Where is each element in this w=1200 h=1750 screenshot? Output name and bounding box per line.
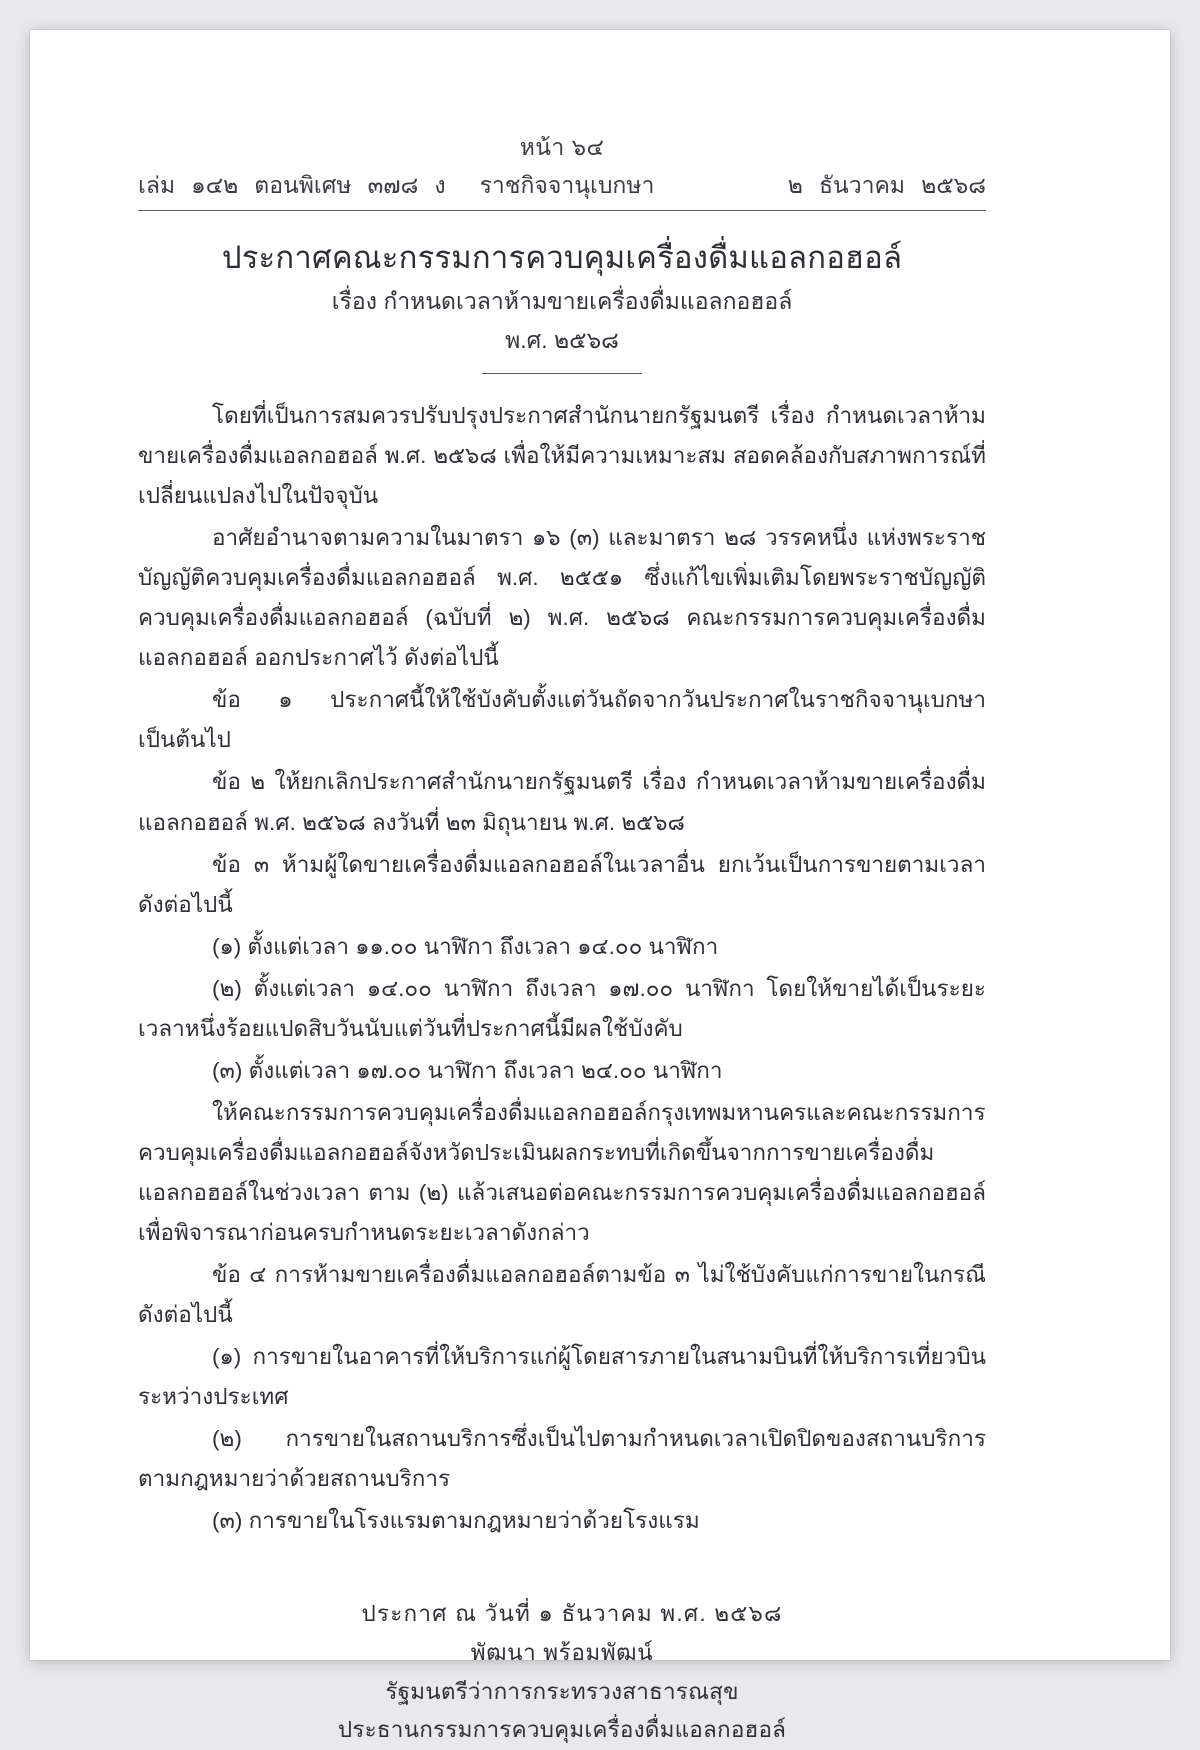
gazette-date-group: [788, 168, 986, 204]
gazette-name: ราชกิจจานุเบกษา: [479, 172, 655, 198]
signature-date: ประกาศ ณ วันที่ ๑ ธันวาคม พ.ศ. ๒๕๖๘: [361, 1601, 783, 1627]
clause-2-text: ข้อ ๒ ให้ยกเลิกประกาศสำนักนายกรัฐมนตรี เรื่อง กำหนดเวลาห้ามขายเครื่องดื่มแอลกอฮอล์ พ.ศ. ๒๕๖๘ ลงวันที่ ๒๓ มิถุนายน พ.ศ. ๒๕๖๘: [138, 769, 986, 835]
document-content: [138, 130, 986, 1750]
gazette-date-day: ๒: [787, 172, 803, 198]
document-page-wrapper: [30, 30, 1170, 1743]
gazette-section-class: ง: [434, 172, 446, 198]
document-page: [30, 30, 1170, 1743]
gazette-date-month: ธันวาคม: [818, 172, 906, 198]
gazette-header-row: [138, 168, 986, 210]
gazette-volume-number: ๑๔๒: [191, 172, 239, 198]
document-subtitle: เรื่อง กำหนดเวลาห้ามขายเครื่องดื่มแอลกอฮอล์: [331, 287, 793, 314]
clause-3-item-1: (๑) ตั้งแต่เวลา ๑๑.๐๐ นาฬิกา ถึงเวลา ๑๔.๐๐ นาฬิกา: [212, 933, 719, 959]
clause-3-item-3: (๓) ตั้งแต่เวลา ๑๗.๐๐ นาฬิกา ถึงเวลา ๒๔.๐๐ นาฬิกา: [212, 1057, 723, 1083]
signatory-role-minister: รัฐมนตรีว่าการกระทรวงสาธารณสุข: [385, 1678, 739, 1704]
clause-1-text: ข้อ ๑ ประกาศนี้ให้ใช้บังคับตั้งแต่วันถัดจากวันประกาศในราชกิจจานุเบกษาเป็นต้นไป: [138, 687, 986, 753]
document-title: ประกาศคณะกรรมการควบคุมเครื่องดื่มแอลกอฮอล์: [221, 240, 903, 275]
gazette-section-label: ตอนพิเศษ: [254, 172, 352, 198]
document-year: พ.ศ. ๒๕๖๘: [505, 327, 619, 354]
preamble-paragraph-1: โดยที่เป็นการสมควรปรับปรุงประกาศสำนักนายกรัฐมนตรี เรื่อง กำหนดเวลาห้ามขายเครื่องดื่มแอลกอฮอล์ พ.ศ. ๒๕๖๘ เพื่อให้มีความเหมาะสม สอดคล้องกับสภาพการณ์ที่เปลี่ยนแปลงไปในปัจจุบัน: [138, 403, 986, 509]
gazette-section-number: ๓๗๘: [367, 172, 419, 198]
title-divider: [482, 373, 642, 374]
clause-4-item-2: (๒) การขายในสถานบริการซึ่งเป็นไปตามกำหนดเวลาเปิดปิดของสถานบริการตามกฎหมายว่าด้วยสถานบริการ: [138, 1426, 986, 1492]
clause-4-item-1: (๑) การขายในอาคารที่ให้บริการแก่ผู้โดยสารภายในสนามบินที่ให้บริการเที่ยวบินระหว่างประเทศ: [138, 1344, 986, 1410]
signature-block: [138, 1595, 986, 1750]
gazette-volume-label: เล่ม: [138, 172, 176, 198]
preamble-paragraph-2: อาศัยอำนาจตามความในมาตรา ๑๖ (๓) และมาตรา ๒๘ วรรคหนึ่ง แห่งพระราชบัญญัติควบคุมเครื่องดื่มแอลกอฮอล์ พ.ศ. ๒๕๕๑ ซึ่งแก้ไขเพิ่มเติมโดยพระราชบัญญัติควบคุมเครื่องดื่มแอลกอฮอล์ (ฉบับที่ ๒) พ.ศ. ๒๕๖๘ คณะกรรมการควบคุมเครื่องดื่มแอลกอฮอล์ ออกประกาศไว้ ดังต่อไปนี้: [138, 525, 986, 671]
signatory-name: พัฒนา พร้อมพัฒน์: [470, 1640, 654, 1666]
gazette-page-number: หน้า ๖๔: [519, 134, 605, 160]
signatory-role-chairman: ประธานกรรมการควบคุมเครื่องดื่มแอลกอฮอล์: [337, 1717, 787, 1743]
clause-4-item-3: (๓) การขายในโรงแรมตามกฎหมายว่าด้วยโรงแรม: [212, 1508, 700, 1534]
gazette-volume-group: [138, 168, 446, 204]
clause-4-text: ข้อ ๔ การห้ามขายเครื่องดื่มแอลกอฮอล์ตามข้อ ๓ ไม่ใช้บังคับแก่การขายในกรณี ดังต่อไปนี้: [138, 1262, 986, 1328]
clause-3-text: ข้อ ๓ ห้ามผู้ใดขายเครื่องดื่มแอลกอฮอล์ในเวลาอื่น ยกเว้นเป็นการขายตามเวลา ดังต่อไปนี้: [138, 851, 986, 917]
gazette-header-divider: [138, 210, 986, 211]
gazette-date-year: ๒๕๖๘: [921, 172, 986, 198]
clause-3-closing: ให้คณะกรรมการควบคุมเครื่องดื่มแอลกอฮอล์กรุงเทพมหานครและคณะกรรมการควบคุมเครื่องดื่มแอลกอฮอล์จังหวัดประเมินผลกระทบที่เกิดขึ้นจากการขายเครื่องดื่มแอลกอฮอล์ในช่วงเวลา ตาม (๒) แล้วเสนอต่อคณะกรรมการควบคุมเครื่องดื่มแอลกอฮอล์เพื่อพิจารณาก่อนครบกำหนดระยะเวลาดังกล่าว: [138, 1099, 986, 1245]
clause-3-item-2: (๒) ตั้งแต่เวลา ๑๔.๐๐ นาฬิกา ถึงเวลา ๑๗.๐๐ นาฬิกา โดยให้ขายได้เป็นระยะเวลาหนึ่งร้อยแปดสิบวันนับแต่วันที่ประกาศนี้มีผลใช้บังคับ: [138, 975, 986, 1041]
